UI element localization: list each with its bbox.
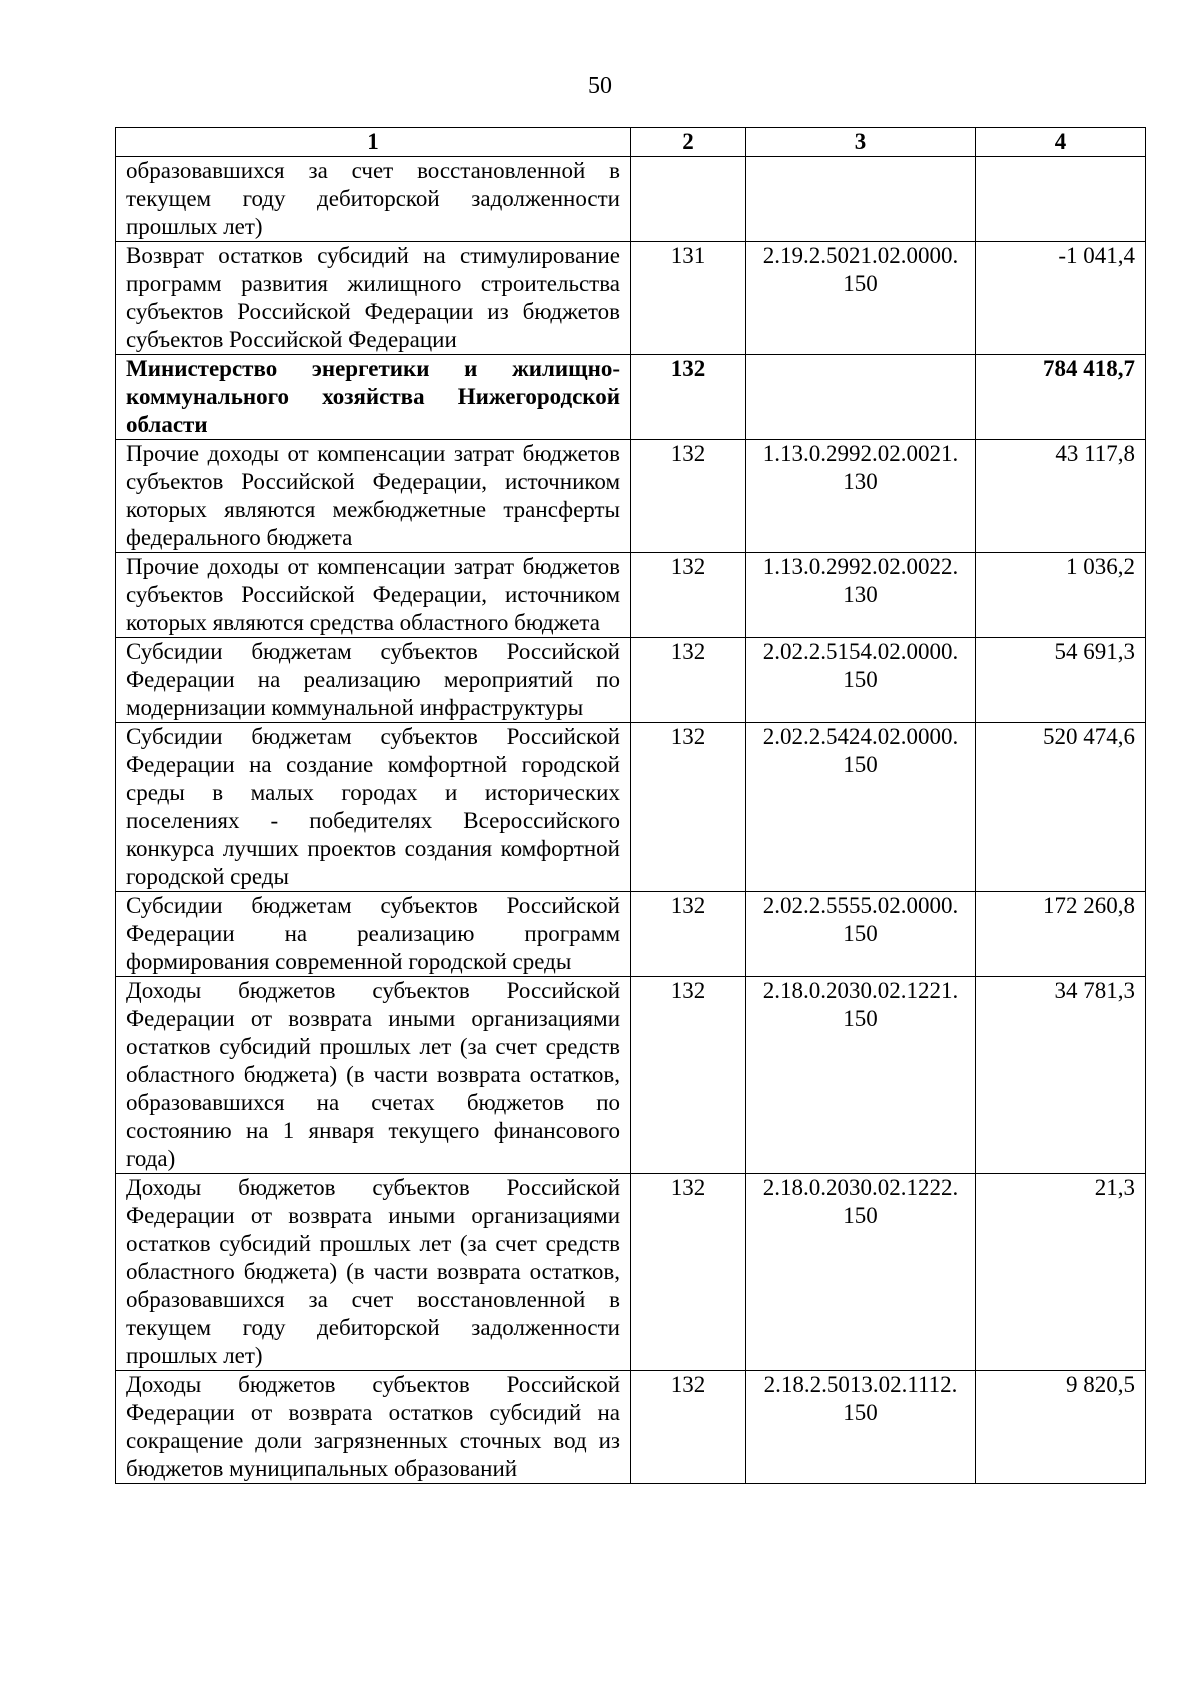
row-name-cell: Прочие доходы от компенсации затрат бюджетов субъектов Российской Федерации, источником которых являются межбюджетные трансферты федерального бюджета: [116, 440, 631, 553]
row-name-cell: Министерство энергетики и жилищно-коммунального хозяйства Нижегородской области: [116, 355, 631, 440]
row-name-cell: Возврат остатков субсидий на стимулирование программ развития жилищного строительства субъектов Российской Федерации из бюджетов субъектов Российской Федерации: [116, 242, 631, 355]
table-row: [116, 242, 1146, 355]
row-name-cell: Доходы бюджетов субъектов Российской Федерации от возврата остатков субсидий на сокращение доли загрязненных сточных вод из бюджетов муниципальных образований: [116, 1371, 631, 1484]
row-admin-code-cell: 132: [631, 1371, 746, 1484]
table-row: [116, 977, 1146, 1174]
row-name-cell: Прочие доходы от компенсации затрат бюджетов субъектов Российской Федерации, источником которых являются средства областного бюджета: [116, 553, 631, 638]
table-row: [116, 440, 1146, 553]
table-row: [116, 355, 1146, 440]
table-header-row: [116, 128, 1146, 157]
row-budget-code-cell: 1.13.0.2992.02.0022. 130: [746, 553, 976, 638]
row-budget-code-cell: 2.18.2.5013.02.1112. 150: [746, 1371, 976, 1484]
row-name-cell: Доходы бюджетов субъектов Российской Федерации от возврата иными организациями остатков субсидий прошлых лет (за счет средств областного бюджета) (в части возврата остатков, образовавшихся за счет восстановленной в текущем году дебиторской задолженности прошлых лет): [116, 1174, 631, 1371]
row-admin-code-cell: 132: [631, 553, 746, 638]
row-amount-cell: 520 474,6: [976, 723, 1146, 892]
row-budget-code-cell: 2.02.2.5424.02.0000. 150: [746, 723, 976, 892]
row-budget-code-cell: 2.19.2.5021.02.0000. 150: [746, 242, 976, 355]
row-amount-cell: 1 036,2: [976, 553, 1146, 638]
row-amount-cell: 21,3: [976, 1174, 1146, 1371]
row-admin-code-cell: 132: [631, 355, 746, 440]
row-admin-code-cell: 132: [631, 892, 746, 977]
row-amount-cell: 54 691,3: [976, 638, 1146, 723]
row-name-cell: образовавшихся за счет восстановленной в текущем году дебиторской задолженности прошлых лет): [116, 157, 631, 242]
table-row: [116, 1371, 1146, 1484]
row-amount-cell: [976, 157, 1146, 242]
budget-table: [115, 127, 1146, 1484]
page-number: 50: [588, 73, 612, 99]
row-budget-code-cell: [746, 157, 976, 242]
table-row: [116, 638, 1146, 723]
row-name-cell: Субсидии бюджетам субъектов Российской Федерации на реализацию мероприятий по модернизации коммунальной инфраструктуры: [116, 638, 631, 723]
table-row: [116, 892, 1146, 977]
row-budget-code-cell: 2.18.0.2030.02.1222. 150: [746, 1174, 976, 1371]
row-amount-cell: 43 117,8: [976, 440, 1146, 553]
row-amount-cell: -1 041,4: [976, 242, 1146, 355]
row-name-cell: Субсидии бюджетам субъектов Российской Федерации на реализацию программ формирования современной городской среды: [116, 892, 631, 977]
table-row: [116, 553, 1146, 638]
row-admin-code-cell: 131: [631, 242, 746, 355]
table-row: [116, 157, 1146, 242]
row-amount-cell: 34 781,3: [976, 977, 1146, 1174]
row-name-cell: Доходы бюджетов субъектов Российской Федерации от возврата иными организациями остатков субсидий прошлых лет (за счет средств областного бюджета) (в части возврата остатков, образовавшихся на счетах бюджетов по состоянию на 1 января текущего финансового года): [116, 977, 631, 1174]
column-header: 1: [116, 128, 631, 157]
row-amount-cell: 172 260,8: [976, 892, 1146, 977]
row-budget-code-cell: 2.18.0.2030.02.1221. 150: [746, 977, 976, 1174]
row-admin-code-cell: 132: [631, 1174, 746, 1371]
table-body: [116, 157, 1146, 1484]
row-budget-code-cell: 2.02.2.5154.02.0000. 150: [746, 638, 976, 723]
row-budget-code-cell: 1.13.0.2992.02.0021. 130: [746, 440, 976, 553]
row-admin-code-cell: [631, 157, 746, 242]
row-budget-code-cell: [746, 355, 976, 440]
row-amount-cell: 9 820,5: [976, 1371, 1146, 1484]
row-name-cell: Субсидии бюджетам субъектов Российской Федерации на создание комфортной городской среды в малых городах и исторических поселениях - победителях Всероссийского конкурса лучших проектов создания комфортной городской среды: [116, 723, 631, 892]
row-admin-code-cell: 132: [631, 440, 746, 553]
row-amount-cell: 784 418,7: [976, 355, 1146, 440]
column-header: 4: [976, 128, 1146, 157]
row-admin-code-cell: 132: [631, 723, 746, 892]
column-header: 2: [631, 128, 746, 157]
column-header: 3: [746, 128, 976, 157]
table-row: [116, 723, 1146, 892]
table-row: [116, 1174, 1146, 1371]
row-admin-code-cell: 132: [631, 977, 746, 1174]
row-admin-code-cell: 132: [631, 638, 746, 723]
row-budget-code-cell: 2.02.2.5555.02.0000. 150: [746, 892, 976, 977]
